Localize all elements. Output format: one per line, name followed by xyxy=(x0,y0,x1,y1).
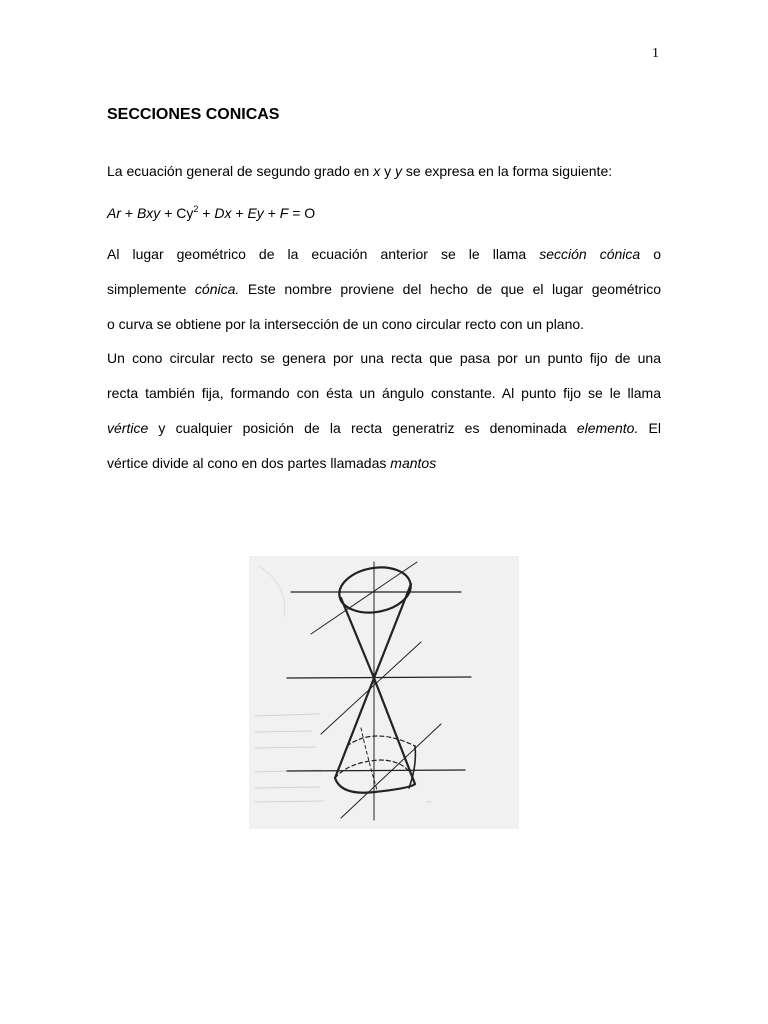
paragraph-conica-line-1 xyxy=(107,246,661,262)
lower-cone-base-back xyxy=(335,760,415,784)
eq-op: + xyxy=(121,205,137,221)
paragraph-cono-line-2: recta también fija, formando con ésta un ángulo constante. Al punto fijo se le llama xyxy=(107,385,661,401)
text-run: simplemente xyxy=(107,281,195,297)
text-run: y cualquier posición de la recta generatriz es denominada xyxy=(148,420,577,436)
page-number: 1 xyxy=(652,46,659,61)
text-run: Al lugar geométrico de la ecuación anterior se le llama xyxy=(107,246,540,262)
text-run: Este nombre proviene del hecho de que el lugar geométrico xyxy=(239,281,661,297)
text-run: El xyxy=(638,420,661,436)
paragraph-intro xyxy=(107,163,661,179)
intro-conjunction: y xyxy=(380,163,395,179)
eq-rhs: = O xyxy=(288,205,316,221)
eq-op: + xyxy=(263,205,280,221)
term-elemento: elemento. xyxy=(576,420,639,436)
eq-term: + Cy xyxy=(160,205,194,221)
var-x: x xyxy=(373,163,381,179)
eq-term: Ar xyxy=(107,205,121,221)
term-vertice: vértice xyxy=(107,420,149,436)
eq-term: Bxy xyxy=(136,205,161,221)
eq-term: F xyxy=(279,205,289,221)
paragraph-cono-line-4 xyxy=(107,455,661,471)
upper-cone-right-edge xyxy=(374,584,411,678)
paragraph-cono-line-1: Un cono circular recto se genera por una recta que pasa por un punto fijo de una xyxy=(107,350,661,366)
text-run: vértice divide al cono en dos partes llamadas xyxy=(107,455,391,471)
section-curve-dashed xyxy=(347,736,415,746)
term-seccion-conica: sección cónica xyxy=(539,246,641,262)
general-equation xyxy=(107,205,661,221)
term-mantos: mantos xyxy=(390,455,437,471)
paragraph-conica-line-2 xyxy=(107,281,661,297)
paragraph-cono-line-3 xyxy=(107,420,661,436)
text-run: o xyxy=(640,246,661,262)
intro-text-end: se expresa en la forma siguiente: xyxy=(402,163,613,179)
term-conica: cónica. xyxy=(194,281,240,297)
double-cone-diagram xyxy=(249,556,519,829)
section-guide-dashed xyxy=(361,728,377,790)
upper-cone-left-edge xyxy=(341,598,374,678)
eq-op: + xyxy=(231,205,248,221)
paragraph-conica-line-3: o curva se obtiene por la intersección de un cono circular recto con un plano. xyxy=(107,316,585,332)
intro-text: La ecuación general de segundo grado en xyxy=(107,163,374,179)
lower-cone-left-edge xyxy=(335,678,374,778)
var-y: y xyxy=(395,163,402,179)
eq-exponent: 2 xyxy=(193,204,199,214)
eq-op: + xyxy=(198,205,215,221)
middle-plane-line xyxy=(287,677,471,678)
eq-term: Ey xyxy=(247,205,264,221)
double-cone-figure xyxy=(249,556,519,829)
eq-term: Dx xyxy=(214,205,232,221)
page-title: SECCIONES CONICAS xyxy=(107,106,280,123)
